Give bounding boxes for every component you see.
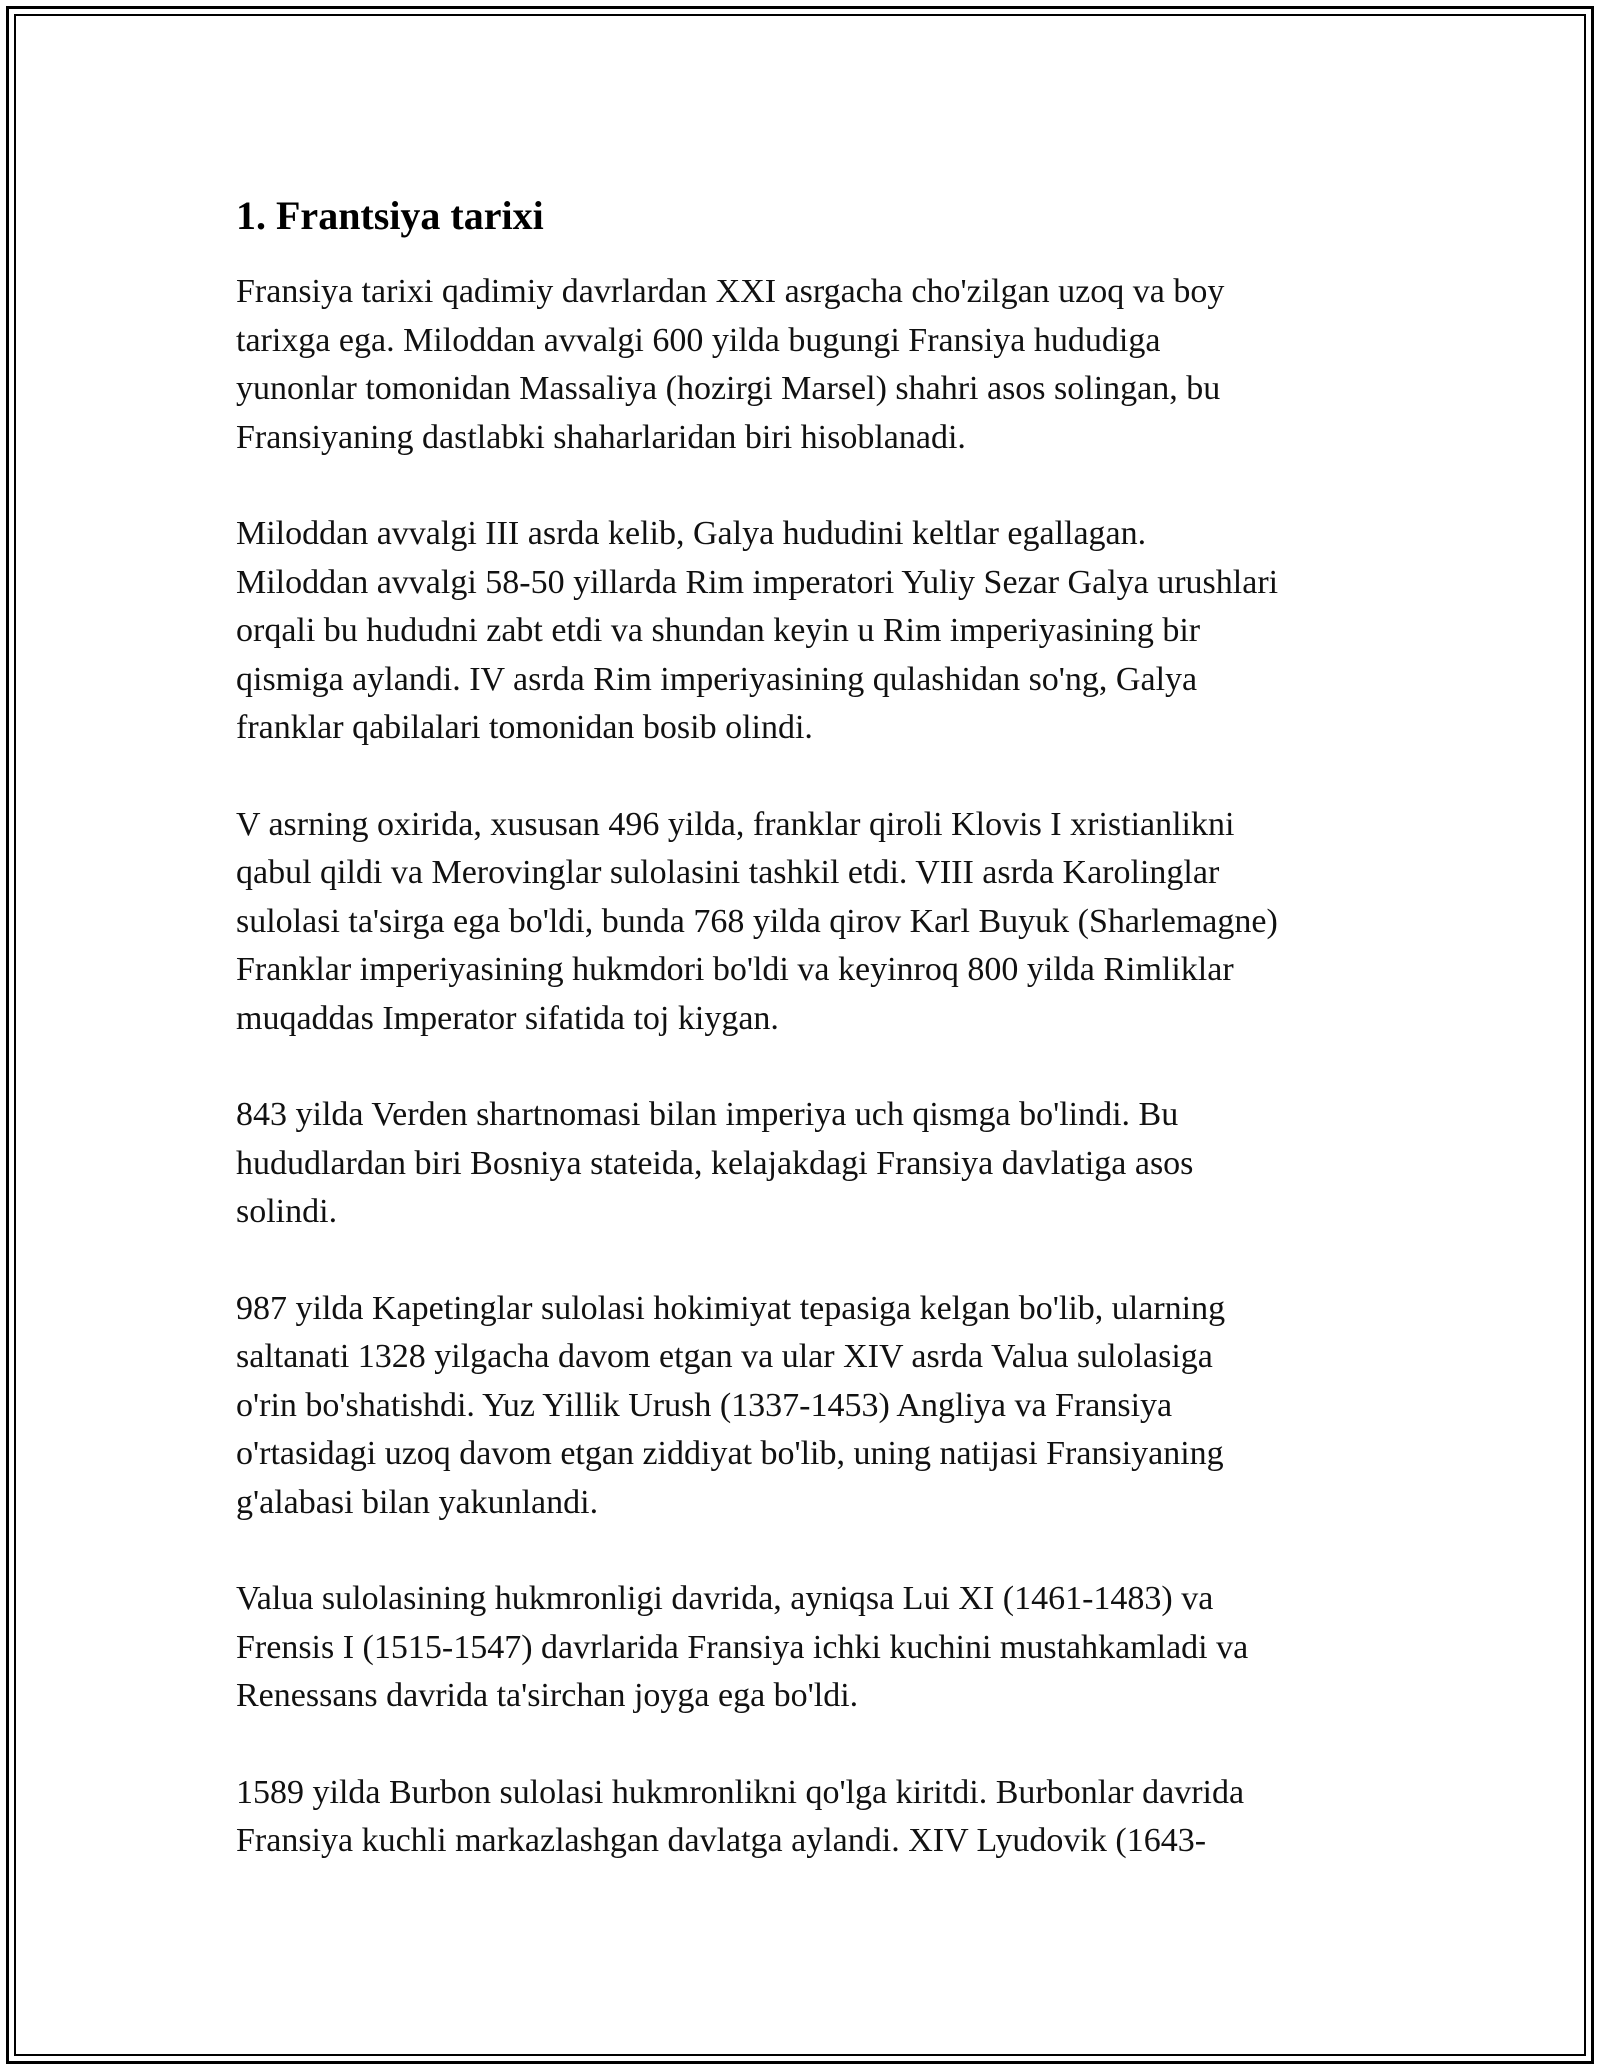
- text-line: 843 yilda Verden shartnomasi bilan imperiya uch qismga bo'lindi. Bu: [236, 1096, 1179, 1133]
- paragraph: [236, 801, 1376, 1044]
- paragraph: [236, 1091, 1376, 1237]
- text-line: o'rin bo'shatishdi. Yuz Yillik Urush (1337-1453) Angliya va Fransiya: [236, 1386, 1173, 1424]
- paragraph: [236, 1769, 1376, 1866]
- text-line: saltanati 1328 yilgacha davom etgan va ular XIV asrda Valua sulolasiga: [236, 1338, 1213, 1375]
- text-line: o'rtasidagi uzoq davom etgan ziddiyat bo'lib, uning natijasi Fransiyaning: [236, 1435, 1224, 1472]
- document-body: [236, 188, 1376, 1914]
- section-heading: 1. Frantsiya tarixi: [236, 193, 544, 238]
- text-line: Valua sulolasining hukmronligi davrida, ayniqsa Lui XI (1461-1483) va: [236, 1580, 1214, 1617]
- text-line: muqaddas Imperator sifatida toj kiygan.: [236, 999, 779, 1037]
- text-line: Frensis I (1515-1547) davrlarida Fransiya ichki kuchini mustahkamladi va: [236, 1628, 1249, 1666]
- paragraph: [236, 1285, 1376, 1528]
- text-line: g'alabasi bilan yakunlandi.: [236, 1483, 599, 1521]
- text-line: tarixga ega. Miloddan avvalgi 600 yilda bugungi Fransiya hududiga: [236, 321, 1161, 359]
- paragraph: [236, 268, 1376, 462]
- text-line: V asrning oxirida, xususan 496 yilda, franklar qiroli Klovis I xristianlikni: [236, 805, 1235, 843]
- text-line: solindi.: [236, 1193, 338, 1230]
- text-line: qismiga aylandi. IV asrda Rim imperiyasining qulashidan so'ng, Galya: [236, 660, 1198, 698]
- text-line: yunonlar tomonidan Massaliya (hozirgi Marsel) shahri asos solingan, bu: [236, 370, 1221, 407]
- text-line: Fransiyaning dastlabki shaharlaridan biri hisoblanadi.: [236, 418, 966, 456]
- text-line: Franklar imperiyasining hukmdori bo'ldi va keyinroq 800 yilda Rimliklar: [236, 951, 1234, 988]
- text-line: franklar qabilalari tomonidan bosib olindi.: [236, 709, 813, 746]
- text-line: Fransiya kuchli markazlashgan davlatga aylandi. XIV Lyudovik (1643-: [236, 1822, 1207, 1859]
- text-line: sulolasi ta'sirga ega bo'ldi, bunda 768 yilda qirov Karl Buyuk (Sharlemagne): [236, 902, 1278, 940]
- paragraph: [236, 510, 1376, 753]
- text-line: Miloddan avvalgi III asrda kelib, Galya hududini keltlar egallagan.: [236, 515, 1147, 552]
- text-line: 987 yilda Kapetinglar sulolasi hokimiyat tepasiga kelgan bo'lib, ularning: [236, 1289, 1226, 1327]
- text-line: qabul qildi va Merovinglar sulolasini tashkil etdi. VIII asrda Karolinglar: [236, 854, 1220, 891]
- text-line: Miloddan avvalgi 58-50 yillarda Rim imperatori Yuliy Sezar Galya urushlari: [236, 563, 1279, 601]
- text-line: 1589 yilda Burbon sulolasi hukmronlikni qo'lga kiritdi. Burbonlar davrida: [236, 1773, 1245, 1811]
- text-line: Renessans davrida ta'sirchan joyga ega bo'ldi.: [236, 1677, 859, 1714]
- text-line: Fransiya tarixi qadimiy davrlardan XXI asrgacha cho'zilgan uzoq va boy: [236, 273, 1225, 310]
- text-line: orqali bu hududni zabt etdi va shundan keyin u Rim imperiyasining bir: [236, 612, 1201, 649]
- text-line: hududlardan biri Bosniya stateida, kelajakdagi Fransiya davlatiga asos: [236, 1144, 1194, 1182]
- paragraph: [236, 1575, 1376, 1721]
